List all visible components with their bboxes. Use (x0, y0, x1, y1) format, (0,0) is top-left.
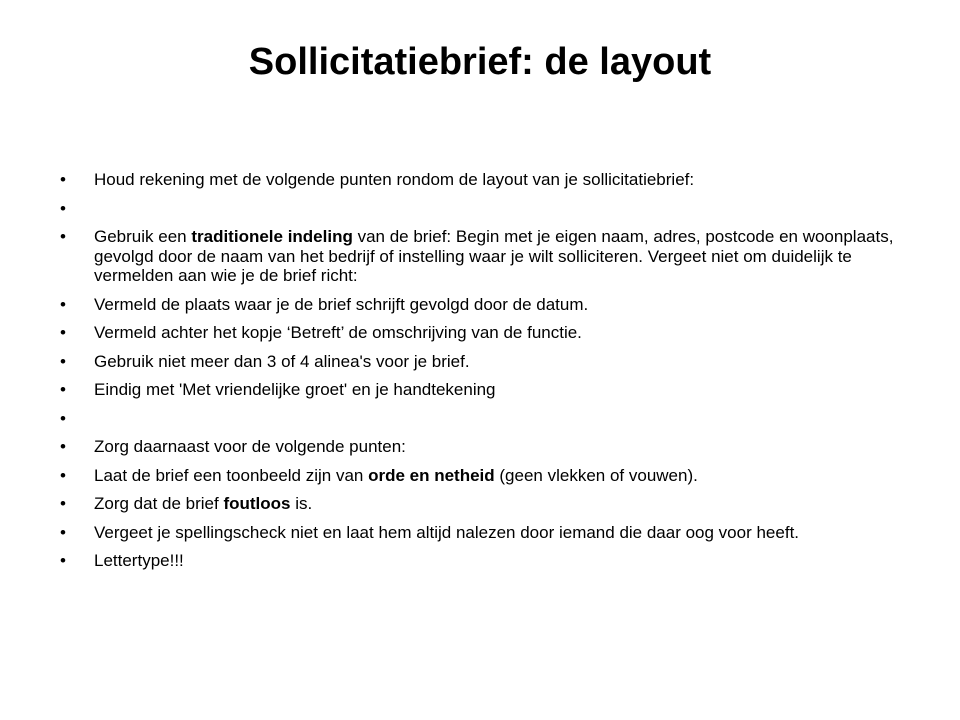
bullet-item (94, 380, 920, 400)
bullet-text-before: Gebruik een (94, 227, 192, 246)
bullet-item-empty (94, 409, 920, 429)
bullet-text: Vermeld achter het kopje ‘Betreft’ de omschrijving van de functie. (94, 323, 582, 342)
bullet-item-empty (94, 199, 920, 219)
bullet-item (94, 551, 920, 571)
bullet-text: Zorg daarnaast voor de volgende punten: (94, 437, 406, 456)
bullet-text-after: is. (290, 494, 313, 513)
bullet-list (94, 170, 920, 580)
bullet-item (94, 227, 920, 286)
bullet-text: Houd rekening met de volgende punten rondom de layout van je sollicitatiebrief: (94, 170, 695, 189)
bullet-text: Gebruik niet meer dan 3 of 4 alinea's voor je brief. (94, 351, 470, 371)
bullet-text-after: (geen vlekken of vouwen). (494, 465, 698, 485)
bullet-text-bold: orde en netheid (368, 465, 495, 485)
bullet-text-bold: traditionele indeling (191, 227, 353, 246)
bullet-item (94, 494, 920, 514)
bullet-text: Vermeld de plaats waar je de brief schrijft gevolgd door de datum. (94, 294, 589, 314)
bullet-text-before: Laat de brief een toonbeeld zijn van (94, 465, 369, 485)
bullet-item (94, 523, 920, 543)
bullet-text: Lettertype!!! (94, 551, 184, 570)
bullet-item (94, 352, 920, 372)
bullet-item (94, 295, 920, 315)
bullet-item (94, 466, 920, 486)
bullet-text: Vergeet je spellingscheck niet en laat hem altijd nalezen door iemand die daar oog voor heeft. (94, 522, 800, 542)
bullet-text-before: Zorg dat de brief (94, 494, 224, 513)
bullet-item (94, 170, 920, 190)
bullet-text-after: van de brief: Begin met je eigen naam, adres, postcode en woonplaats, gevolgd door de naam van het bedrijf of instelling waar je wilt solliciteren. Vergeet niet om duidelijk te vermelden aan wie je de brief richt: (94, 227, 894, 285)
bullet-text-bold: foutloos (223, 494, 291, 513)
bullet-text: Eindig met 'Met vriendelijke groet' en je handtekening (94, 380, 496, 399)
bullet-item (94, 323, 920, 343)
slide-title: Sollicitatiebrief: de layout (248, 41, 712, 83)
bullet-item (94, 437, 920, 457)
